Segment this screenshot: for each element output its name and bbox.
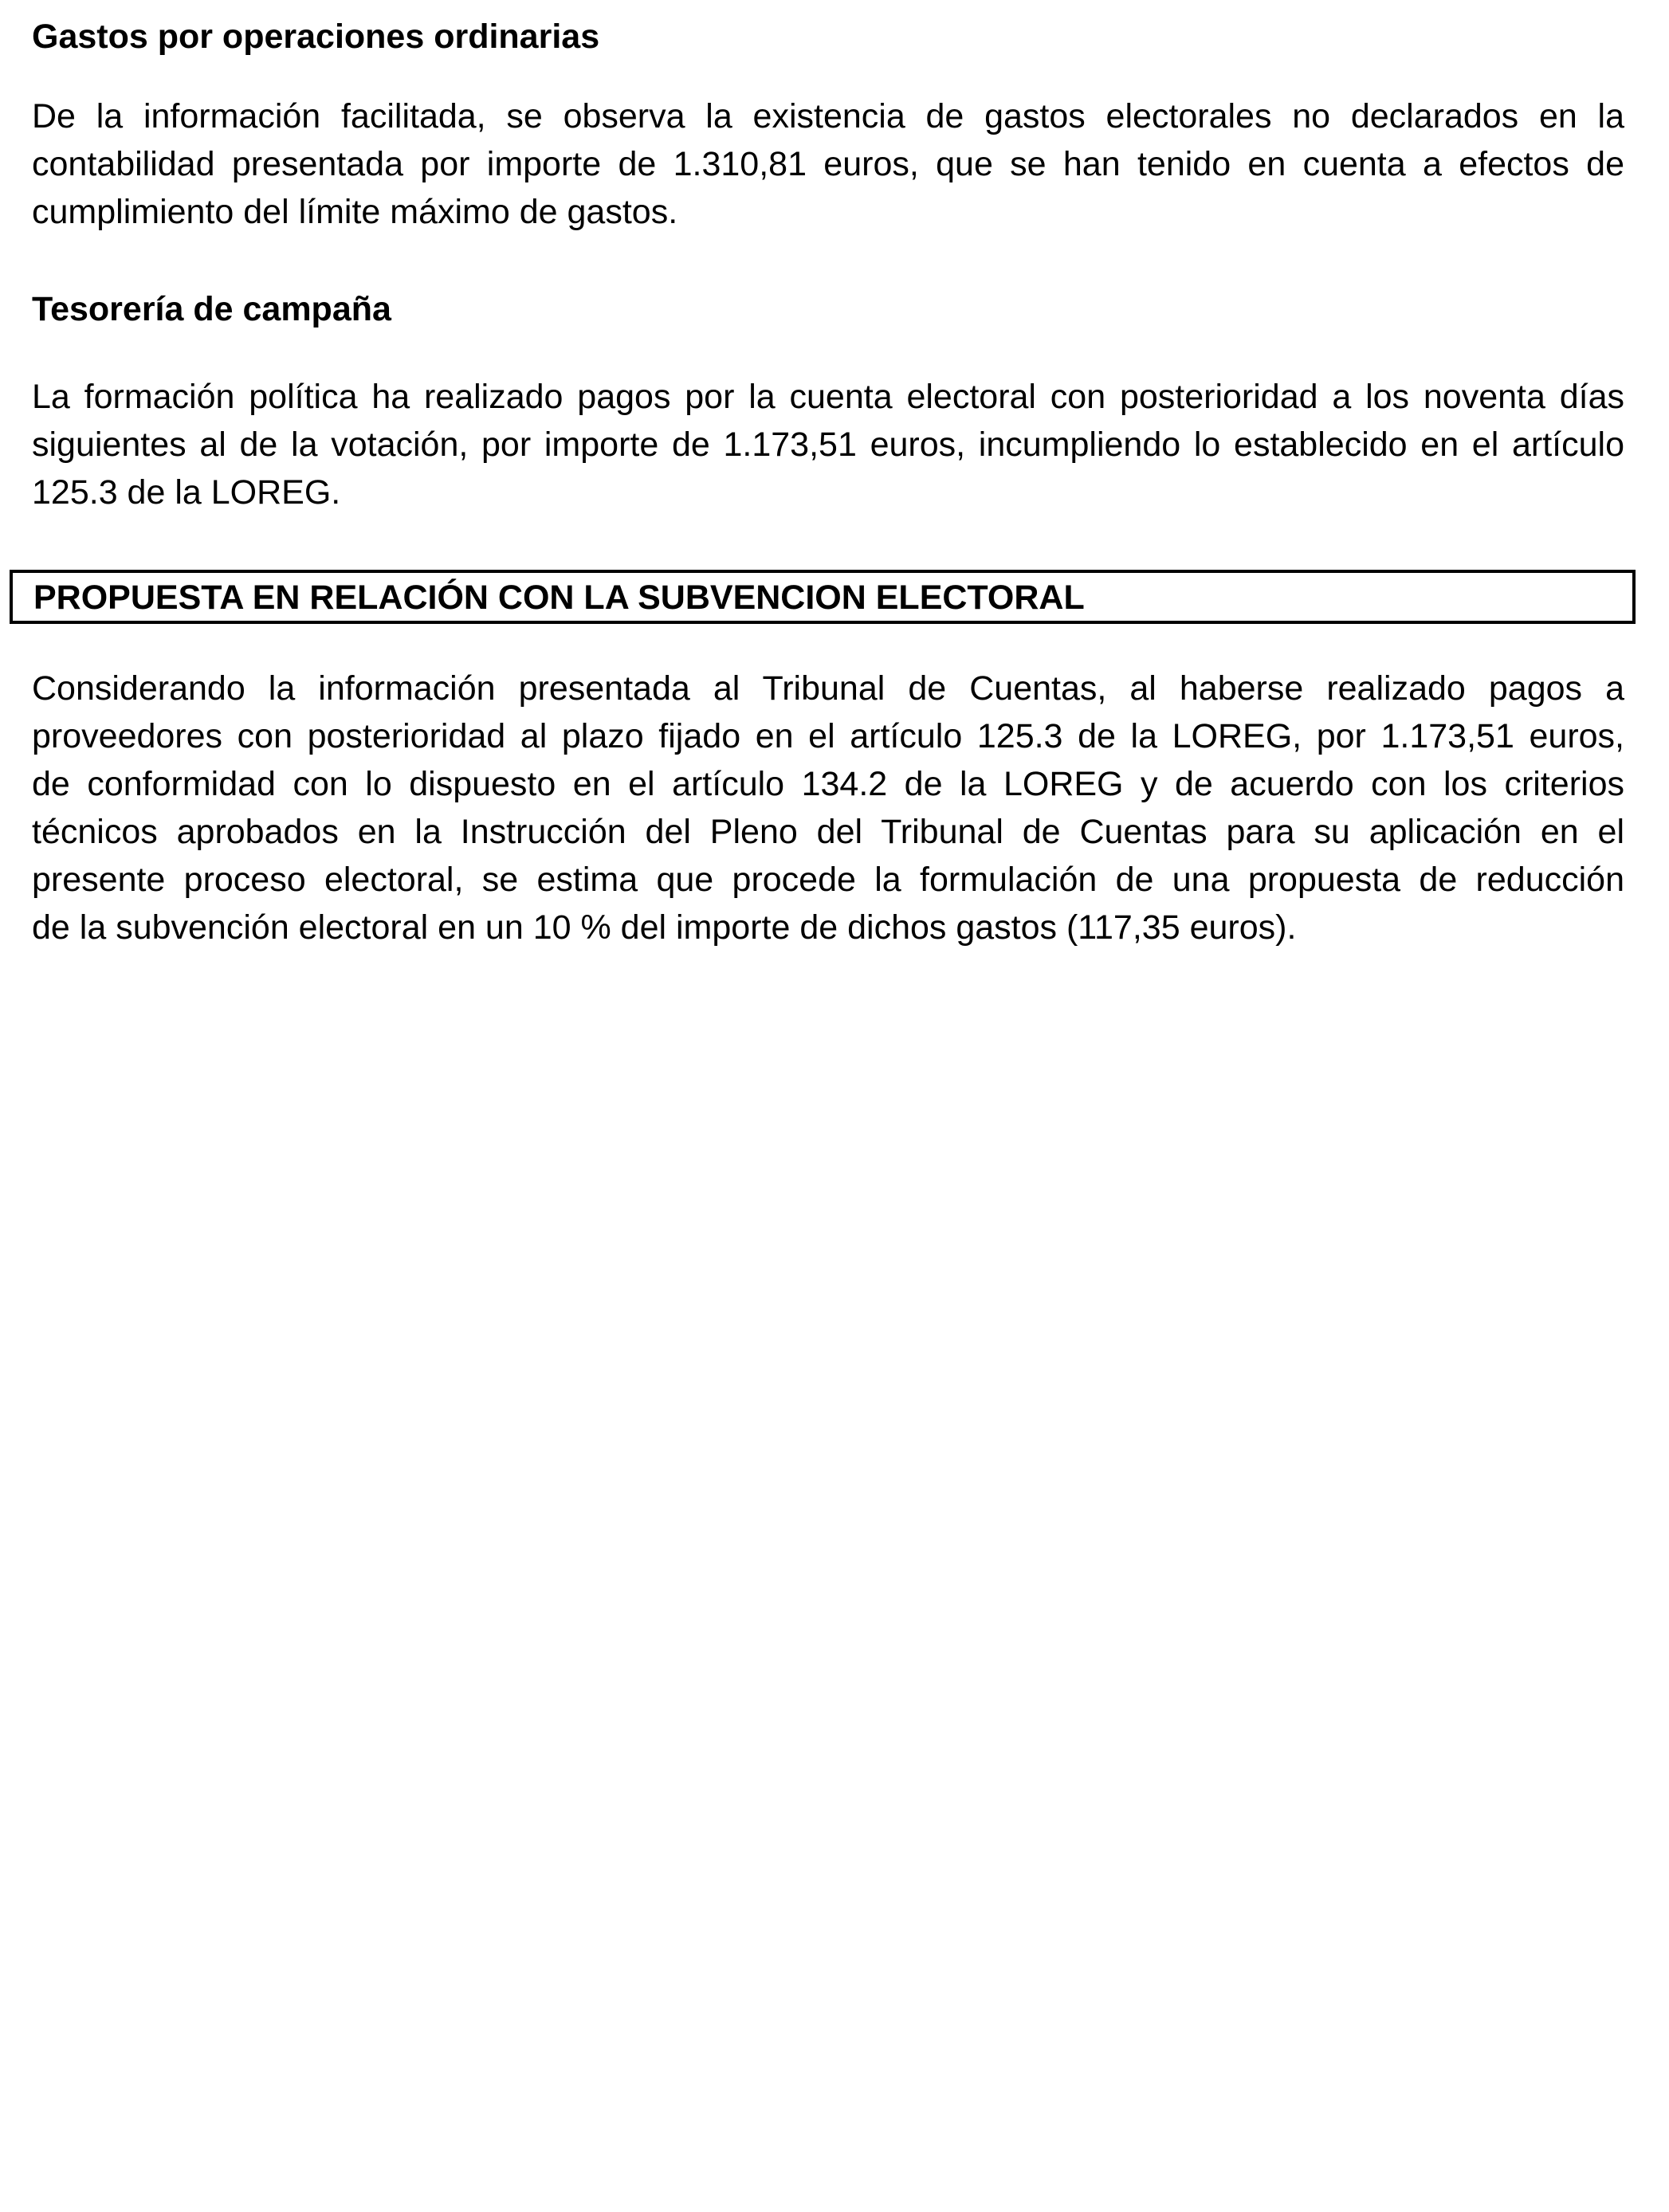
paragraph-line: Considerando la información presentada al Tribunal de Cuentas, al haberse realizado pagos a bbox=[32, 669, 1624, 708]
propuesta-title-box bbox=[10, 570, 1636, 624]
paragraph-propuesta bbox=[32, 665, 1624, 951]
paragraph-line: 125.3 de la LOREG. bbox=[32, 473, 341, 512]
section-heading-tesoreria: Tesorería de campaña bbox=[32, 290, 391, 328]
paragraph-line: contabilidad presentada por importe de 1.310,81 euros, que se han tenido en cuenta a efectos de bbox=[32, 145, 1624, 183]
paragraph-line: técnicos aprobados en la Instrucción del Pleno del Tribunal de Cuentas para su aplicación en el bbox=[32, 813, 1624, 851]
paragraph-line: de conformidad con lo dispuesto en el artículo 134.2 de la LOREG y de acuerdo con los criterios bbox=[32, 765, 1624, 803]
paragraph-line: presente proceso electoral, se estima que procede la formulación de una propuesta de reducción bbox=[32, 861, 1624, 899]
paragraph-line: La formación política ha realizado pagos por la cuenta electoral con posterioridad a los noventa días bbox=[32, 378, 1624, 416]
paragraph-line: proveedores con posterioridad al plazo fijado en el artículo 125.3 de la LOREG, por 1.173,51 euros, bbox=[32, 717, 1624, 755]
paragraph-line: de la subvención electoral en un 10 % del importe de dichos gastos (117,35 euros). bbox=[32, 908, 1297, 947]
paragraph-line: De la información facilitada, se observa la existencia de gastos electorales no declarados en la bbox=[32, 97, 1624, 135]
paragraph-line: cumplimiento del límite máximo de gastos. bbox=[32, 193, 678, 231]
paragraph-line: siguientes al de la votación, por importe de 1.173,51 euros, incumpliendo lo establecido en el artículo bbox=[32, 426, 1624, 464]
paragraph-gastos bbox=[32, 92, 1624, 236]
section-heading-propuesta: PROPUESTA EN RELACIÓN CON LA SUBVENCION ELECTORAL bbox=[33, 578, 1085, 617]
paragraph-tesoreria bbox=[32, 373, 1624, 516]
section-heading-gastos: Gastos por operaciones ordinarias bbox=[32, 18, 600, 56]
